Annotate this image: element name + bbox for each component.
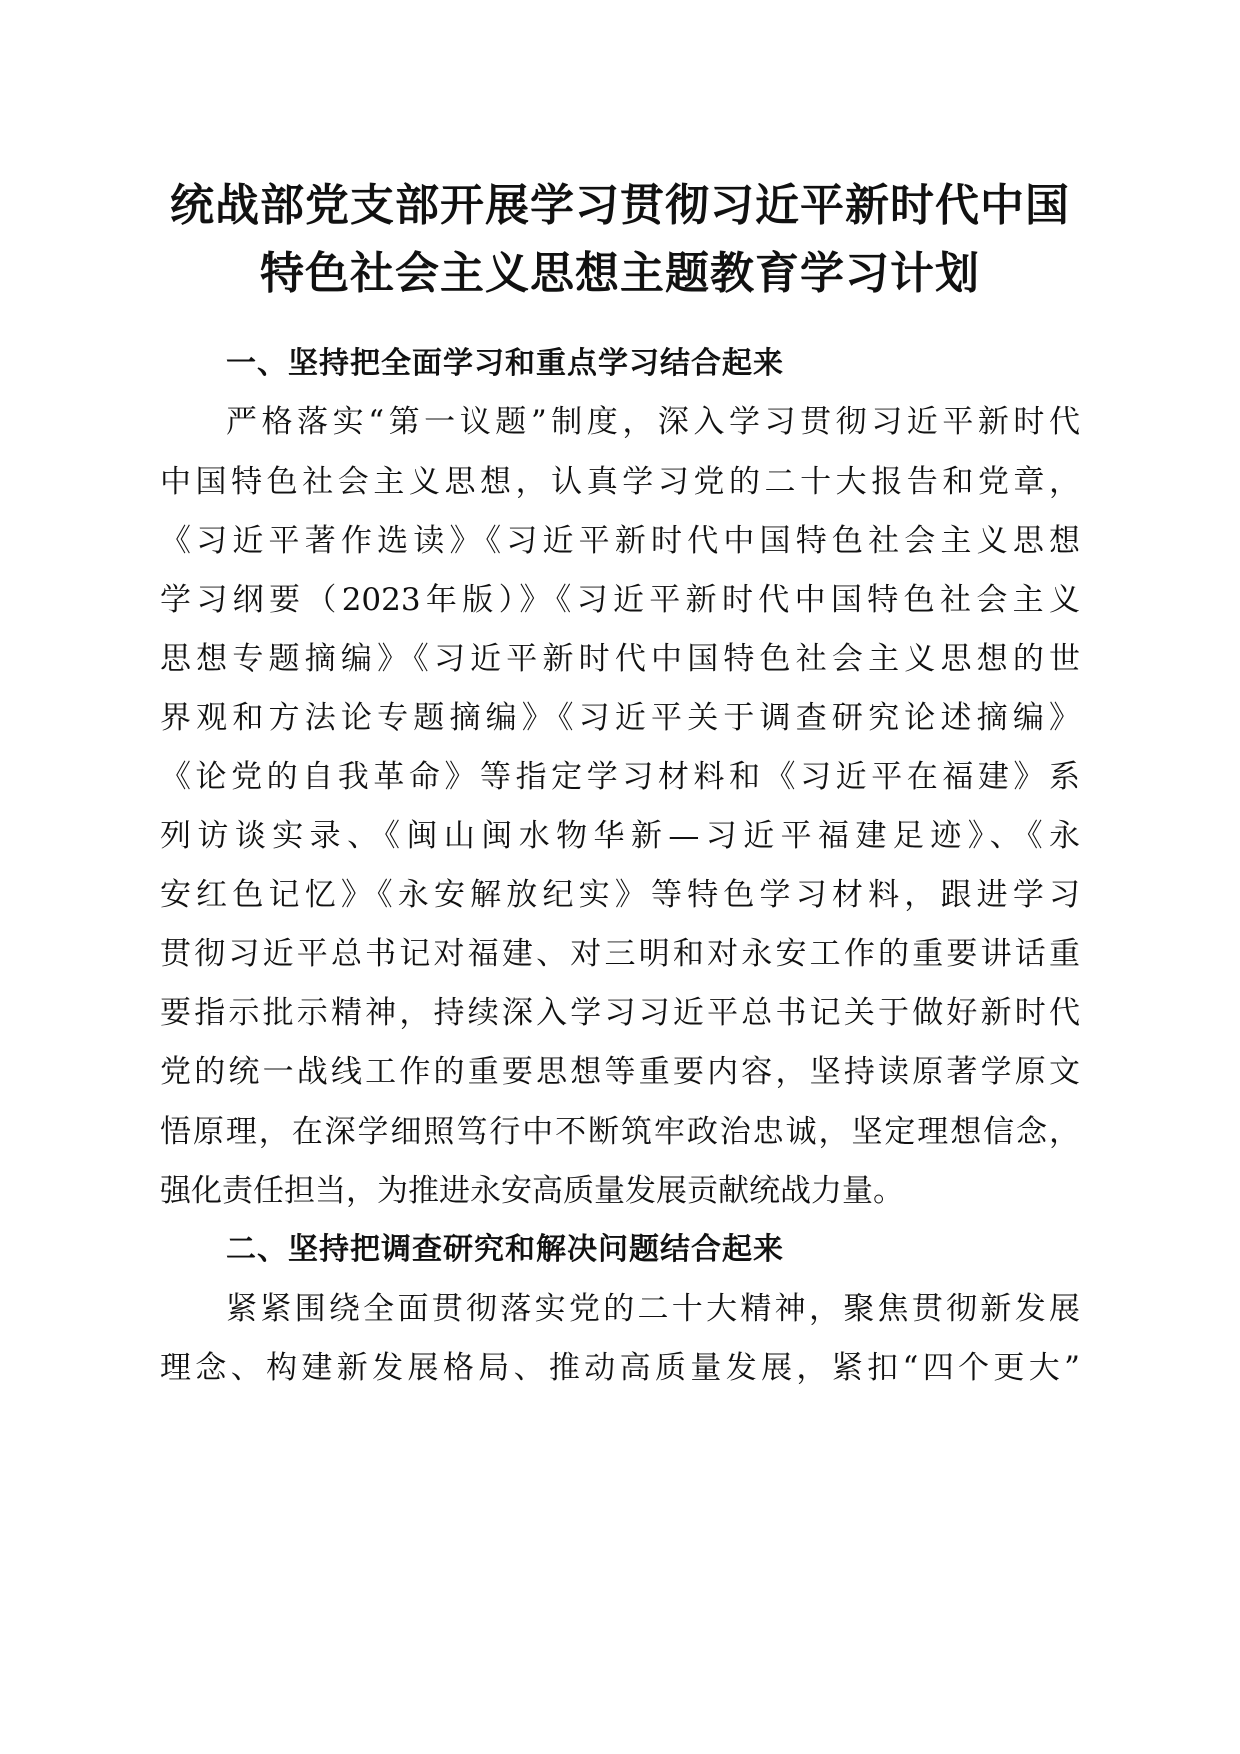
document-title-line-2: 特色社会主义思想主题教育学习计划 [260, 248, 980, 299]
section-1-line: 《习近平著作选读》《习近平新时代中国特色社会主义思想 [160, 523, 1080, 559]
section-1-line: 安红色记忆》《永安解放纪实》等特色学习材料，跟进学习 [160, 877, 1080, 913]
section-1-line: 悟原理，在深学细照笃行中不断筑牢政治忠诚，坚定理想信念， [160, 1114, 1080, 1150]
section-1-line: 党的统一战线工作的重要思想等重要内容，坚持读原著学原文 [160, 1054, 1080, 1090]
section-1-heading: 一、坚持把全面学习和重点学习结合起来 [226, 346, 784, 381]
section-1-line: 中国特色社会主义思想，认真学习党的二十大报告和党章， [160, 464, 1080, 500]
section-1-line: 列访谈实录、《闽山闽水物华新—习近平福建足迹》、《永 [160, 818, 1080, 854]
section-1-line: 界观和方法论专题摘编》《习近平关于调查研究论述摘编》 [160, 700, 1080, 736]
section-2-heading: 二、坚持把调查研究和解决问题结合起来 [226, 1232, 784, 1267]
section-1-line: 思想专题摘编》《习近平新时代中国特色社会主义思想的世 [160, 641, 1080, 677]
section-1-line: 强化责任担当，为推进永安高质量发展贡献统战力量。 [160, 1173, 904, 1209]
section-2-line: 紧紧围绕全面贯彻落实党的二十大精神，聚焦贯彻新发展 [226, 1291, 1080, 1327]
document-title-line-1: 统战部党支部开展学习贯彻习近平新时代中国 [170, 180, 1070, 231]
section-2-line: 理念、构建新发展格局、推动高质量发展，紧扣“四个更大” [160, 1350, 1080, 1386]
section-1-line: 《论党的自我革命》等指定学习材料和《习近平在福建》系 [160, 759, 1080, 795]
section-1-line: 要指示批示精神，持续深入学习习近平总书记关于做好新时代 [160, 995, 1080, 1031]
section-1-line: 严格落实“第一议题”制度，深入学习贯彻习近平新时代 [226, 404, 1080, 440]
section-1-line: 贯彻习近平总书记对福建、对三明和对永安工作的重要讲话重 [160, 936, 1080, 972]
section-1-line: 学习纲要（2023年版）》《习近平新时代中国特色社会主义 [160, 582, 1080, 618]
